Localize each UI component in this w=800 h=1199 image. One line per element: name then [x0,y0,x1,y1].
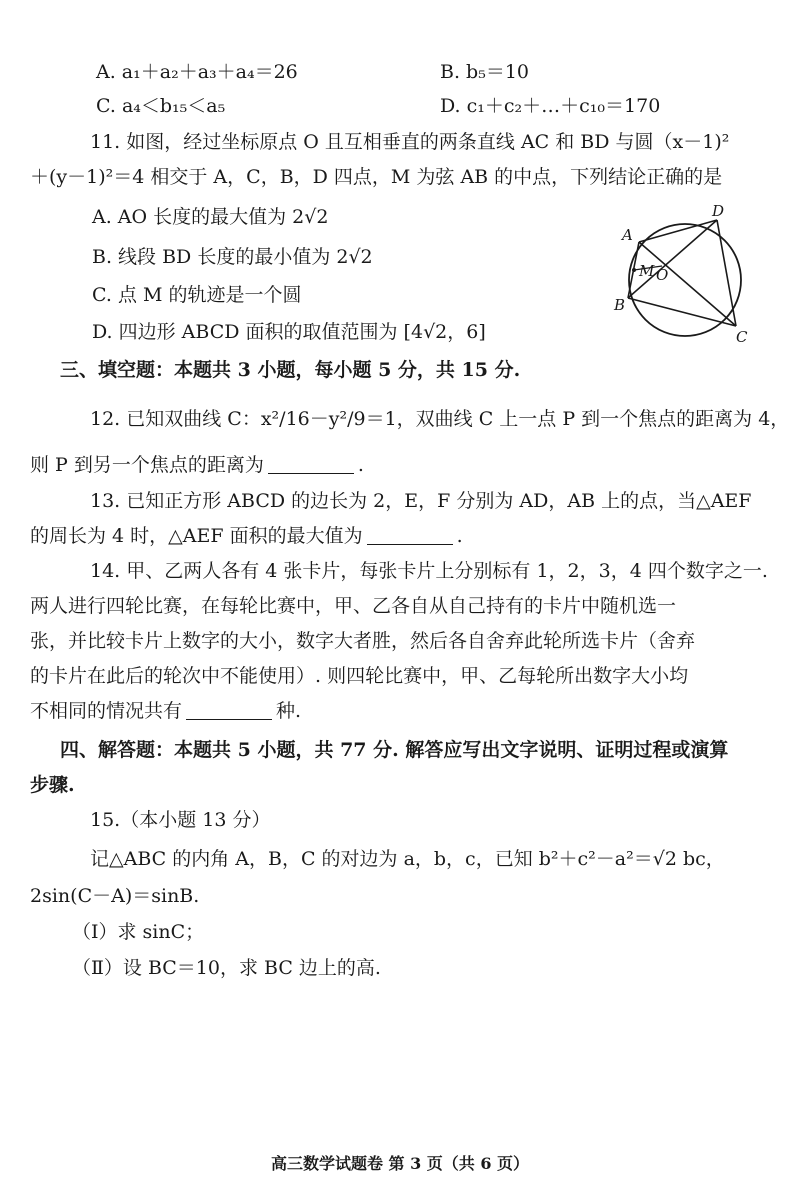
diagonal-bd [628,220,717,298]
q11-option-d: D. 四边形 ABCD 面积的取值范围为 [4√2，6] [92,321,486,343]
q14-stem-line3: 张，并比较卡片上数字的大小，数字大者胜，然后各自舍弃此轮所选卡片（舍弃 [30,630,696,652]
point-m [632,268,636,272]
q13-text-before-blank: 的周长为 4 时，△AEF 面积的最大值为 [30,525,363,547]
q14-stem-line4: 的卡片在此后的轮次中不能使用）. 则四轮比赛中，甲、乙每轮所出数字大小均 [30,665,689,687]
q12-stem-line1: 12. 已知双曲线 C：x²/16－y²/9＝1，双曲线 C 上一点 P 到一个焦点的距离为 4， [90,408,790,430]
q15-stem-line1: 记△ABC 的内角 A，B，C 的对边为 a，b，c，已知 b²＋c²－a²＝√2 bc， [90,848,725,870]
label-a: A [622,226,633,244]
q13-answer-blank [367,524,453,545]
label-c: C [736,328,748,346]
q12-stem-line2 [30,451,364,479]
q14-answer-blank [186,699,272,720]
section-3-heading: 三、填空题：本题共 3 小题，每小题 5 分，共 15 分. [60,359,521,381]
circle-figure [612,202,762,352]
q13-text-after-blank: . [456,525,463,547]
label-d: D [712,202,725,220]
q13-stem-line1: 13. 已知正方形 ABCD 的边长为 2，E，F 分别为 AD，AB 上的点，当△AEF [90,490,752,512]
q14-stem-line2: 两人进行四轮比赛，在每轮比赛中，甲、乙各自从自己持有的卡片中随机选一 [30,595,677,617]
q11-option-b: B. 线段 BD 长度的最小值为 2√2 [92,246,373,268]
section-4-heading-line1: 四、解答题：本题共 5 小题，共 77 分. 解答应写出文字说明、证明过程或演算 [60,739,729,761]
q10-option-d: D. c₁＋c₂＋…＋c₁₀＝170 [440,95,661,117]
q11-stem-line2: ＋(y－1)²＝4 相交于 A，C，B，D 四点，M 为弦 AB 的中点，下列结论正确的是 [30,166,723,188]
q14-text-before-blank: 不相同的情况共有 [30,700,183,722]
q15-part-1: （Ⅰ）求 sinC； [72,921,205,943]
q12-answer-blank [268,453,354,474]
q14-text-after-blank: 种. [276,700,302,722]
chord-dc [717,220,736,326]
q11-stem-line1: 11. 如图，经过坐标原点 O 且互相垂直的两条直线 AC 和 BD 与圆（x－1)² [90,131,730,153]
q15-stem-line2: 2sin(C－A)＝sinB. [30,885,200,907]
section-4-heading-line2: 步骤. [30,774,75,796]
q15-header: 15.（本小题 13 分） [90,809,271,831]
q12-text-after-blank: . [357,454,364,476]
q14-stem-line5 [30,697,301,725]
q10-option-c: C. a₄＜b₁₅＜a₅ [96,95,226,117]
q14-stem-line1: 14. 甲、乙两人各有 4 张卡片，每张卡片上分别标有 1，2，3，4 四个数字之一. [90,560,768,582]
q15-part-2: （Ⅱ）设 BC＝10，求 BC 边上的高. [72,957,381,979]
q10-option-b: B. b₅＝10 [440,61,529,83]
q10-option-a: A. a₁＋a₂＋a₃＋a₄＝26 [96,61,298,83]
label-m: M [639,262,655,280]
label-o: O [656,266,669,284]
q13-stem-line2 [30,522,463,550]
page-footer: 高三数学试题卷 第 3 页（共 6 页） [270,1154,530,1173]
q11-option-a: A. AO 长度的最大值为 2√2 [92,206,329,228]
label-b: B [614,296,626,314]
q11-option-c: C. 点 M 的轨迹是一个圆 [92,284,302,306]
q12-text-before-blank: 则 P 到另一个焦点的距离为 [30,454,264,476]
